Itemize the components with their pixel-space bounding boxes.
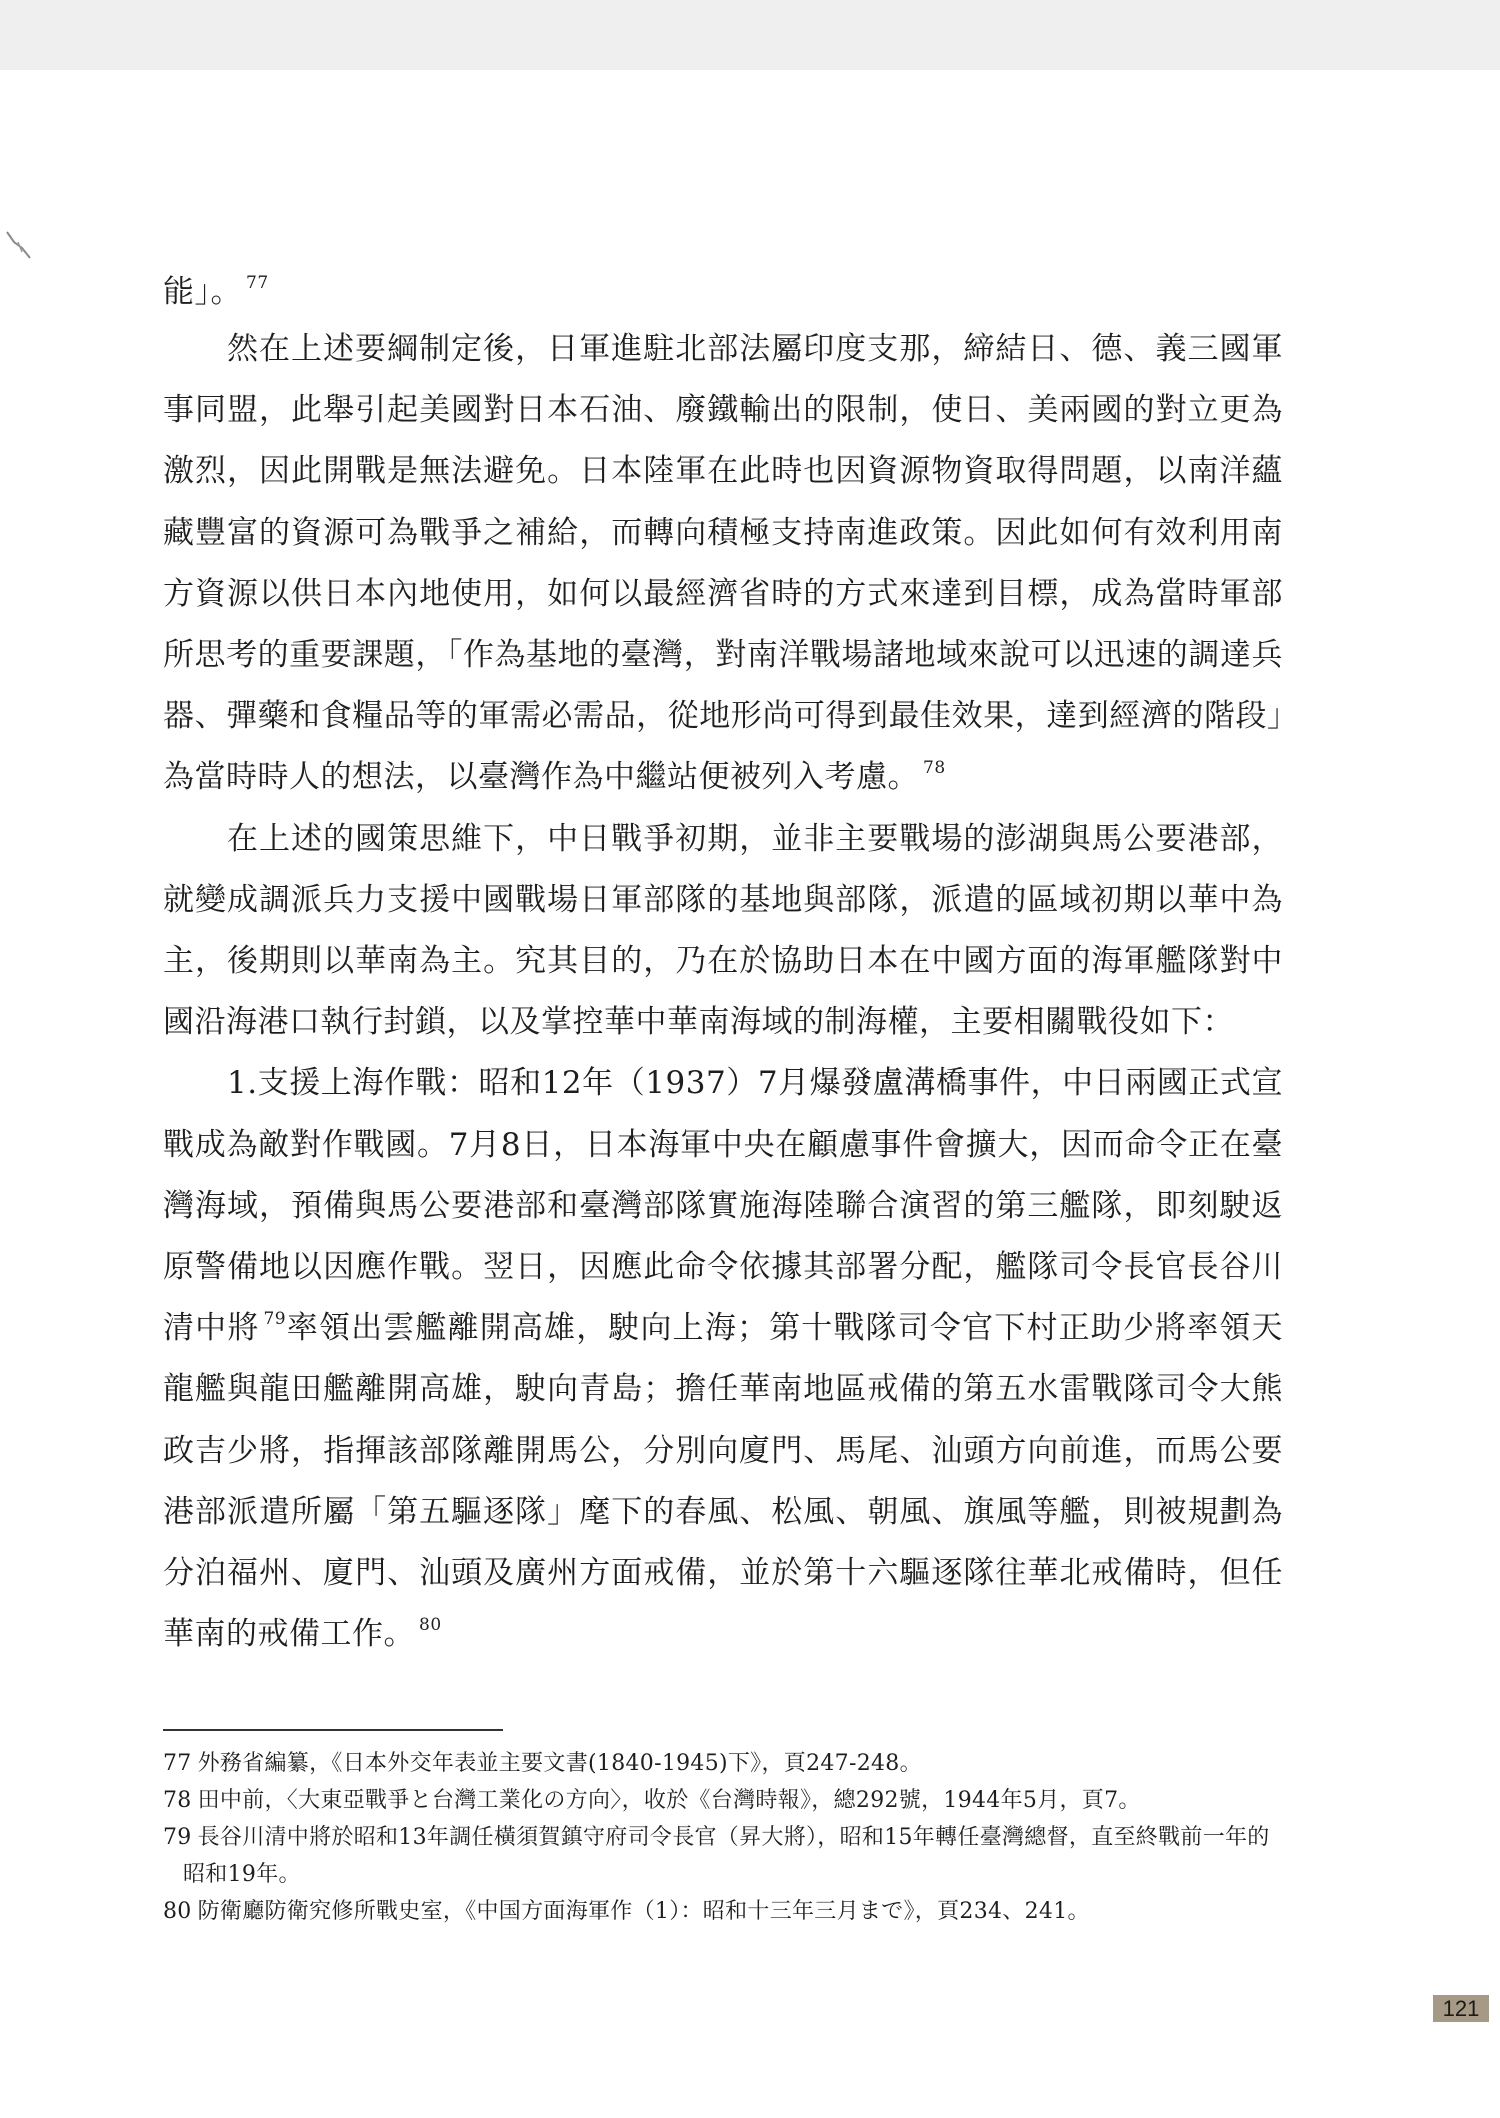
footnote-text: 外務省編纂，《日本外交年表並主要文書(1840-1945)下》，頁247-248。 bbox=[197, 1751, 922, 1776]
footnote-number: 80 bbox=[163, 1899, 192, 1924]
footnote-number: 78 bbox=[163, 1788, 192, 1813]
paragraph-2-text: 在上述的國策思維下，中日戰爭初期，並非主要戰場的澎湖與馬公要港部，就變成調派兵力支援中國戰場日軍部隊的基地與部隊，派遣的區域初期以華中為主，後期則以華南為主。究其目的，乃在於協助日本在中國方面的海軍艦隊對中國沿海港口執行封鎖，以及掌控華中華南海域的制海權，主要相關戰役如下： bbox=[163, 820, 1283, 1041]
footnote-78 bbox=[163, 1782, 1288, 1819]
footnote-77 bbox=[163, 1745, 1288, 1782]
footnote-79 bbox=[163, 1819, 1288, 1893]
footnote-ref-79: 79 bbox=[263, 1309, 287, 1330]
footnotes bbox=[163, 1745, 1288, 1930]
continued-text: 能」。 bbox=[163, 274, 242, 310]
scan-top-band bbox=[0, 0, 1500, 70]
paragraph-1 bbox=[163, 319, 1283, 809]
footnote-text: 田中前，〈大東亞戰爭と台灣工業化の方向〉，收於《台灣時報》，總292號，1944年5月，頁7。 bbox=[197, 1788, 1141, 1813]
main-body bbox=[163, 258, 1283, 1665]
paragraph-3-text: 1.支援上海作戰：昭和12年（1937）7月爆發盧溝橋事件，中日兩國正式宣戰成為敵對作戰國。7月8日，日本海軍中央在顧慮事件會擴大，因而命令正在臺灣海域，預備與馬公要港部和臺灣部隊實施海陸聯合演習的第三艦隊，即刻駛返原警備地以因應作戰。翌日，因應此命令依據其部署分配，艦隊司令長官長谷川清中將 bbox=[163, 1065, 1283, 1347]
footnote-ref-80: 80 bbox=[419, 1615, 442, 1636]
paragraph-3 bbox=[163, 1053, 1283, 1665]
paragraph-2 bbox=[163, 809, 1283, 1054]
footnote-80 bbox=[163, 1893, 1288, 1930]
page-number: 121 bbox=[1433, 1995, 1489, 2022]
paragraph-3-text-continued: 率領出雲艦離開高雄，駛向上海；第十戰隊司令官下村正助少將率領天龍艦與龍田艦離開高雄，駛向青島；擔任華南地區戒備的第五水雷戰隊司令大熊政吉少將，指揮該部隊離開馬公，分別向廈門、馬尾、汕頭方向前進，而馬公要港部派遣所屬「第五驅逐隊」麾下的春風、松風、朝風、旗風等艦，則被規劃為分泊福州、廈門、汕頭及廣州方面戒備，並於第十六驅逐隊往華北戒備時，但任華南的戒備工作。 bbox=[163, 1310, 1284, 1653]
scan-mark-icon bbox=[4, 228, 34, 262]
footnote-ref-77: 77 bbox=[246, 273, 269, 293]
footnote-number: 77 bbox=[163, 1751, 192, 1776]
footnote-ref-78: 78 bbox=[923, 758, 946, 779]
footnote-number: 79 bbox=[163, 1825, 192, 1850]
footnote-divider bbox=[163, 1729, 503, 1731]
footnote-text: 長谷川清中將於昭和13年調任橫須賀鎮守府司令長官（昇大將），昭和15年轉任臺灣總督，直至終戰前一年的昭和19年。 bbox=[183, 1825, 1270, 1887]
footnote-text: 防衛廳防衛究修所戰史室，《中国方面海軍作（1）：昭和十三年三月まで》，頁234、241。 bbox=[197, 1899, 1090, 1924]
paragraph-1-text: 然在上述要綱制定後，日軍進駐北部法屬印度支那，締結日、德、義三國軍事同盟，此舉引起美國對日本石油、廢鐵輸出的限制，使日、美兩國的對立更為激烈，因此開戰是無法避免。日本陸軍在此時也因資源物資取得問題，以南洋蘊藏豐富的資源可為戰爭之補給，而轉向積極支持南進政策。因此如何有效利用南方資源以供日本內地使用，如何以最經濟省時的方式來達到目標，成為當時軍部所思考的重要課題，「作為基地的臺灣，對南洋戰場諸地域來說可以迅速的調達兵器、彈藥和食糧品等的軍需必需品，從地形尚可得到最佳效果，達到經濟的階段」為當時時人的想法，以臺灣作為中繼站便被列入考慮。 bbox=[163, 331, 1283, 796]
